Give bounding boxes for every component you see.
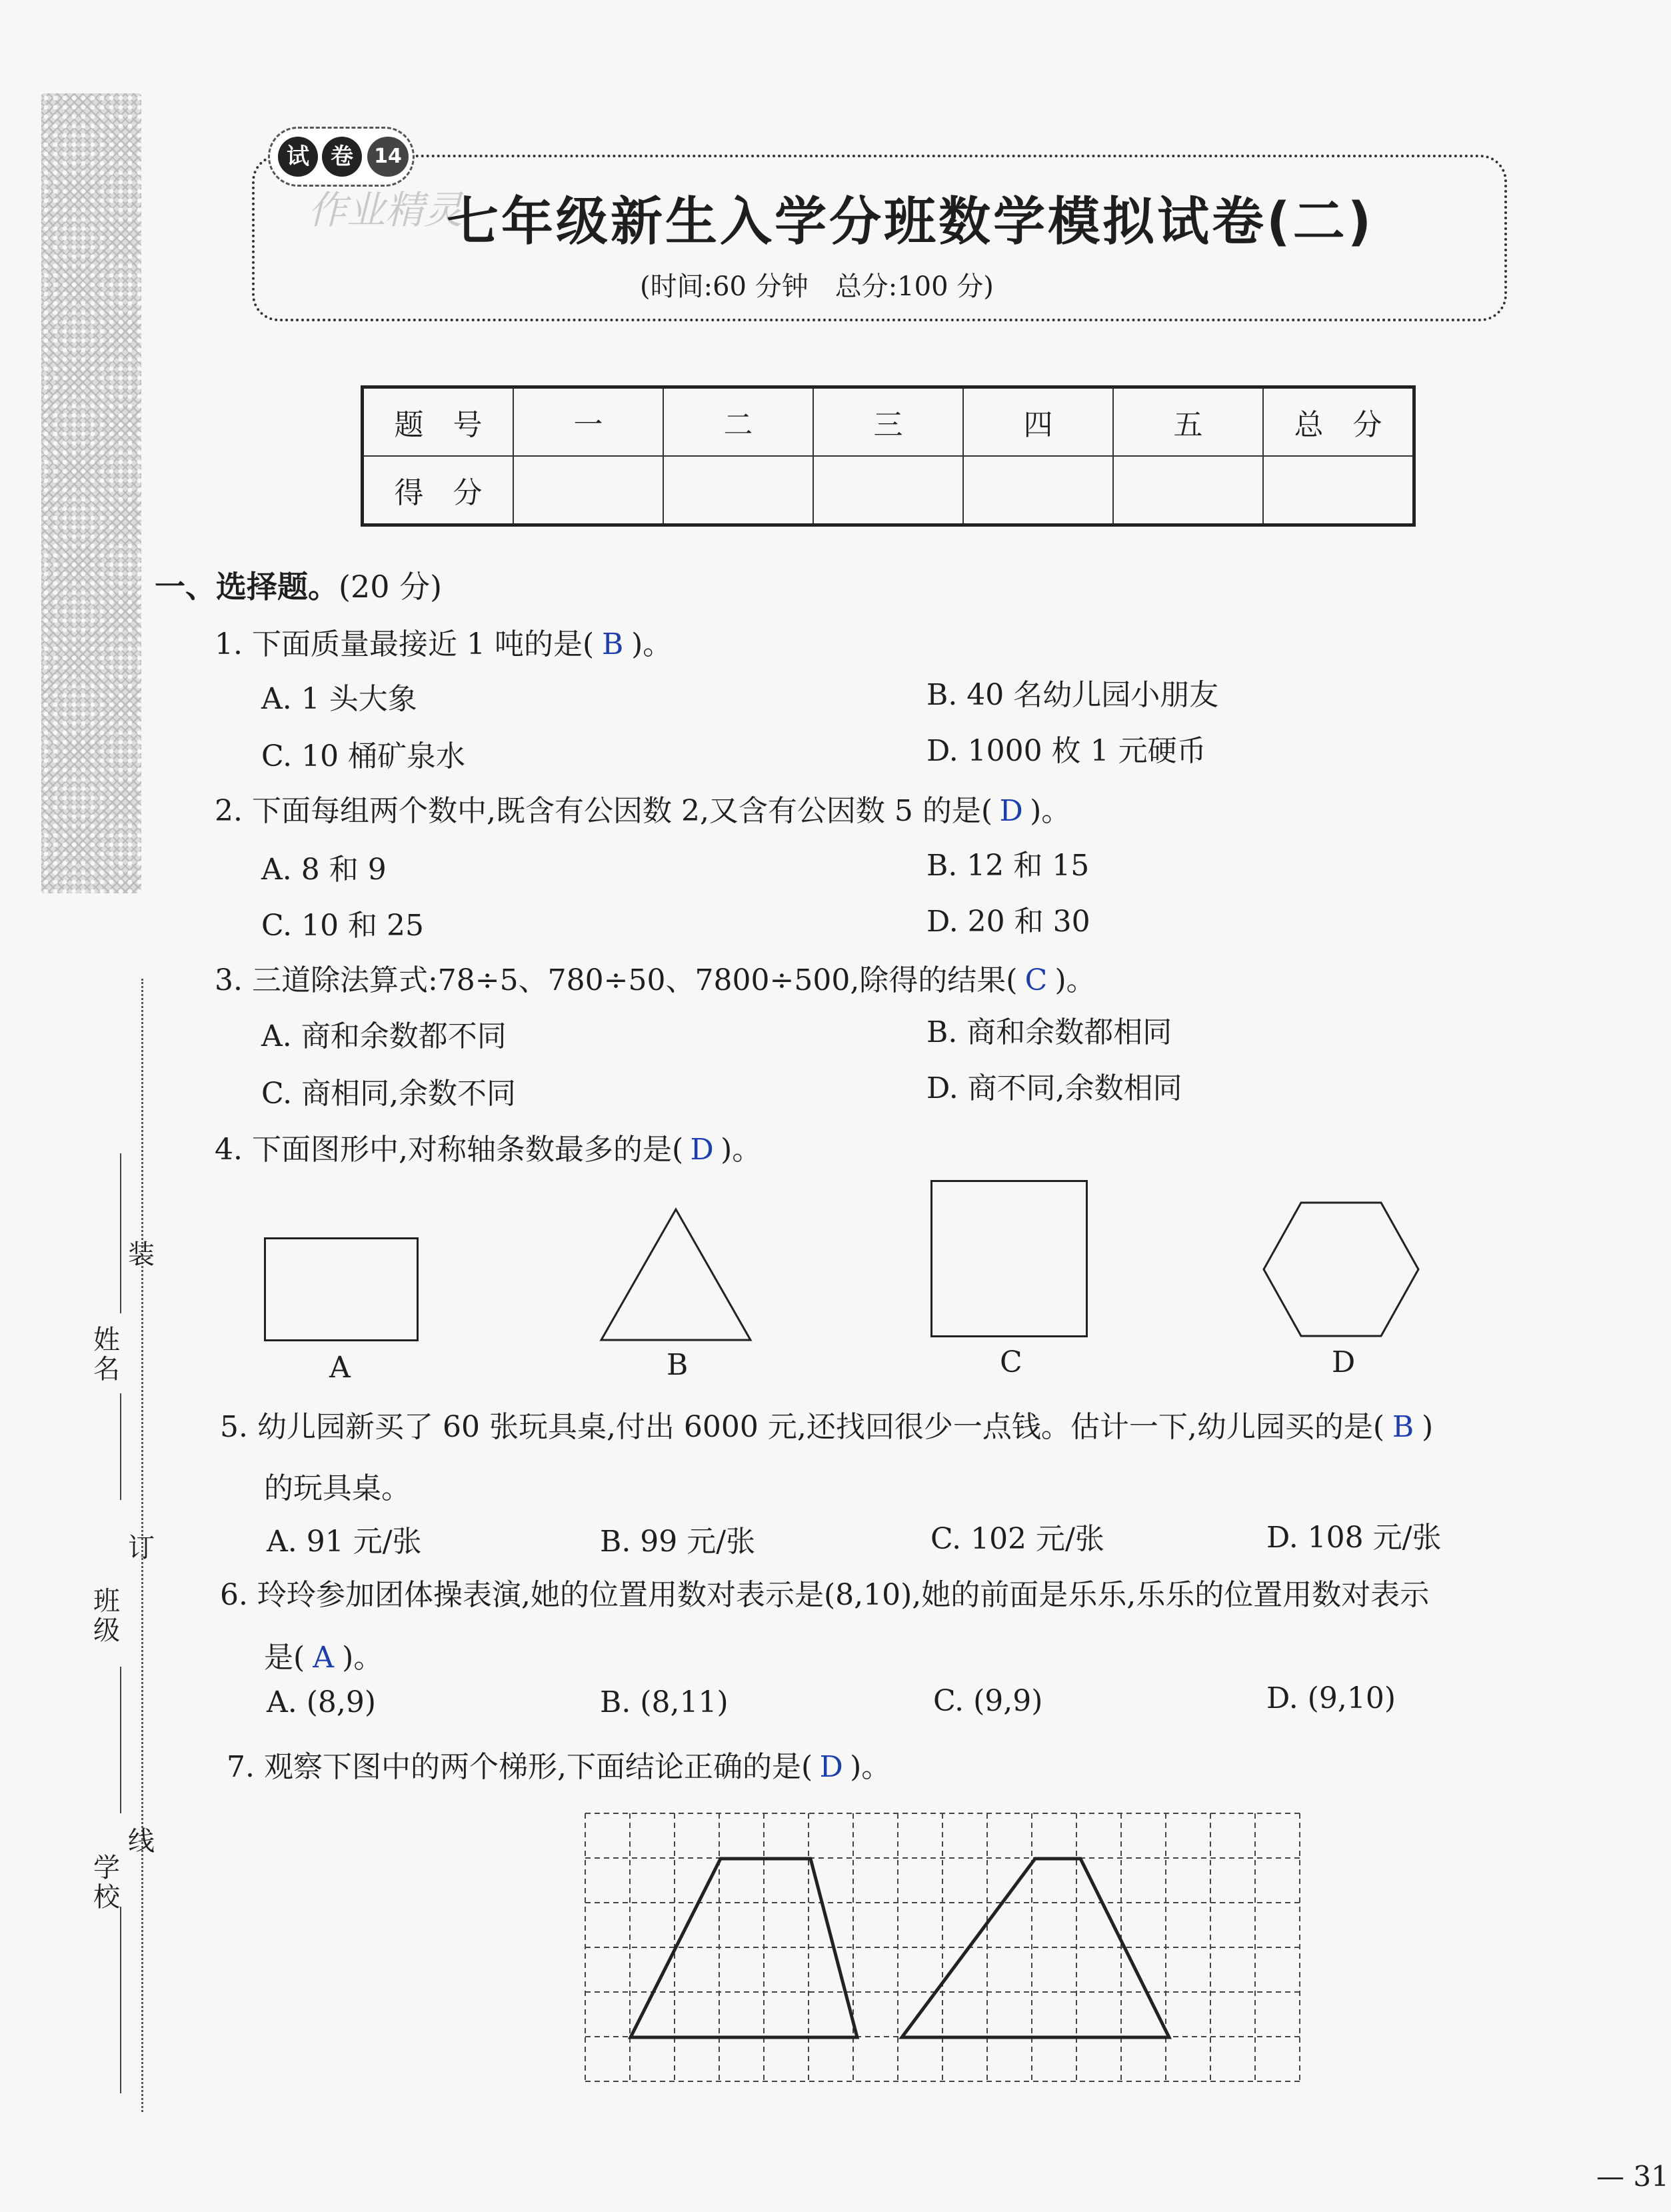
question-tail: )。 xyxy=(850,1750,891,1784)
option-5c: C. 102 元/张 xyxy=(930,1522,1104,1556)
binding-mark-ding: 订 xyxy=(128,1533,155,1563)
exam-badge xyxy=(268,127,415,187)
figure-b-triangle xyxy=(597,1205,755,1344)
school-label: 学校 xyxy=(93,1853,120,1913)
question-stem: 下面质量最接近 1 吨的是( xyxy=(251,627,595,661)
figure-label-d: D xyxy=(1332,1345,1356,1379)
question-6-line-2 xyxy=(264,1633,383,1676)
option-2a: A. 8 和 9 xyxy=(261,853,387,887)
section-heading xyxy=(155,563,442,607)
score-cell-2[interactable] xyxy=(663,456,813,525)
page-title: 七年级新生入学分班数学模拟试卷(二) xyxy=(447,192,1374,252)
figure-d-hexagon xyxy=(1261,1200,1421,1339)
page-number: — 31 xyxy=(1596,2160,1669,2193)
score-table xyxy=(361,385,1416,527)
score-col-2: 二 xyxy=(663,387,813,457)
binding-mark-xian: 线 xyxy=(128,1826,155,1857)
option-5d: D. 108 元/张 xyxy=(1266,1521,1442,1555)
question-3 xyxy=(215,956,1096,999)
question-6 xyxy=(220,1571,1429,1613)
watermark: 作业精灵 xyxy=(308,187,463,233)
option-1c: C. 10 桶矿泉水 xyxy=(261,739,466,773)
option-6a: A. (8,9) xyxy=(267,1685,377,1719)
answer-mark: C xyxy=(1024,963,1048,997)
section-title: 一、选择题。 xyxy=(155,569,339,605)
option-3a: A. 商和余数都不同 xyxy=(261,1019,507,1053)
decorative-pattern-strip xyxy=(41,93,141,893)
answer-mark: B xyxy=(601,627,624,661)
class-label: 班级 xyxy=(93,1586,120,1646)
score-cell-4[interactable] xyxy=(963,456,1113,525)
question-5-line-2: 的玩具桌。 xyxy=(264,1471,411,1505)
exam-time-info: (时间:60 分钟 总分:100 分) xyxy=(640,271,994,302)
question-stem: 下面每组两个数中,既含有公因数 2,又含有公因数 5 的是( xyxy=(251,794,993,828)
question-stem: 玲玲参加团体操表演,她的位置用数对表示是(8,10),她的前面是乐乐,乐乐的位置用数对表示 xyxy=(257,1578,1430,1612)
question-tail: )。 xyxy=(342,1641,383,1675)
option-2b: B. 12 和 15 xyxy=(926,849,1090,883)
badge-number: 14 xyxy=(367,137,409,177)
option-2c: C. 10 和 25 xyxy=(261,909,425,943)
score-table-header-row xyxy=(363,387,1414,457)
section-points: (20 分) xyxy=(339,569,443,605)
option-5b: B. 99 元/张 xyxy=(600,1525,756,1559)
question-stem: 下面图形中,对称轴条数最多的是( xyxy=(251,1133,684,1167)
question-number: 4. xyxy=(215,1133,243,1167)
question-7 xyxy=(227,1743,890,1785)
option-1b: B. 40 名幼儿园小朋友 xyxy=(926,678,1219,712)
score-cell-1[interactable] xyxy=(513,456,663,525)
score-col-1: 一 xyxy=(513,387,663,457)
trapezoid-grid-figure xyxy=(577,1805,1310,2085)
option-6d: D. (9,10) xyxy=(1266,1681,1396,1715)
question-tail: )。 xyxy=(721,1133,762,1167)
answer-mark: B xyxy=(1392,1410,1414,1444)
question-stem: 三道除法算式:78÷5、780÷50、7800÷500,除得的结果( xyxy=(251,963,1018,997)
question-2 xyxy=(215,787,1070,829)
question-1 xyxy=(215,620,672,663)
figure-a-rectangle xyxy=(264,1237,419,1341)
score-col-4: 四 xyxy=(963,387,1113,457)
figure-label-a: A xyxy=(329,1351,351,1385)
score-cell-3[interactable] xyxy=(813,456,963,525)
option-6c: C. (9,9) xyxy=(933,1684,1043,1718)
name-label: 姓名 xyxy=(93,1325,120,1385)
question-tail: )。 xyxy=(1030,794,1071,828)
option-3b: B. 商和余数都相同 xyxy=(926,1015,1172,1049)
question-number: 3. xyxy=(215,963,243,997)
option-6b: B. (8,11) xyxy=(600,1685,729,1719)
name-blank[interactable] xyxy=(120,1153,121,1313)
question-number: 1. xyxy=(215,627,243,661)
question-4 xyxy=(215,1125,761,1168)
score-col-3: 三 xyxy=(813,387,963,457)
name-blank-lower[interactable] xyxy=(120,1393,121,1500)
badge-char-1: 试 xyxy=(278,137,318,177)
option-5a: A. 91 元/张 xyxy=(267,1525,422,1559)
question-5 xyxy=(220,1403,1433,1445)
question-number: 6. xyxy=(220,1578,248,1612)
answer-mark: D xyxy=(819,1750,843,1784)
binding-mark-zhuang: 装 xyxy=(128,1239,155,1270)
score-cell-5[interactable] xyxy=(1113,456,1263,525)
option-1a: A. 1 头大象 xyxy=(261,682,417,716)
question-number: 2. xyxy=(215,794,243,828)
school-blank[interactable] xyxy=(120,1907,121,2093)
answer-mark: D xyxy=(999,794,1023,828)
question-stem: 观察下图中的两个梯形,下面结论正确的是( xyxy=(263,1750,813,1784)
grid-lines xyxy=(585,1813,1300,2081)
score-table-header-label: 题 号 xyxy=(363,387,514,457)
answer-mark: A xyxy=(313,1641,335,1675)
question-number: 7. xyxy=(227,1750,255,1784)
option-1d: D. 1000 枚 1 元硬币 xyxy=(926,734,1206,768)
question-stem: 幼儿园新买了 60 张玩具桌,付出 6000 元,还找回很少一点钱。估计一下,幼儿园买的是( xyxy=(257,1410,1385,1444)
score-col-5: 五 xyxy=(1113,387,1263,457)
figure-c-square xyxy=(930,1180,1088,1337)
question-tail: ) xyxy=(1422,1410,1434,1444)
answer-mark: D xyxy=(690,1133,714,1167)
question-tail: )。 xyxy=(631,627,673,661)
badge-char-2: 卷 xyxy=(322,137,362,177)
question-stem-continued: 是( xyxy=(264,1641,305,1675)
score-cell-total[interactable] xyxy=(1263,456,1414,525)
figure-label-c: C xyxy=(1000,1345,1022,1379)
option-2d: D. 20 和 30 xyxy=(926,905,1090,939)
score-row-label: 得 分 xyxy=(363,456,514,525)
option-3d: D. 商不同,余数相同 xyxy=(926,1071,1182,1105)
score-col-total: 总 分 xyxy=(1263,387,1414,457)
question-tail: )。 xyxy=(1054,963,1096,997)
figure-label-b: B xyxy=(667,1348,689,1382)
score-table-score-row xyxy=(363,456,1414,525)
option-3c: C. 商相同,余数不同 xyxy=(261,1077,517,1111)
question-number: 5. xyxy=(220,1410,248,1444)
class-blank[interactable] xyxy=(120,1667,121,1813)
